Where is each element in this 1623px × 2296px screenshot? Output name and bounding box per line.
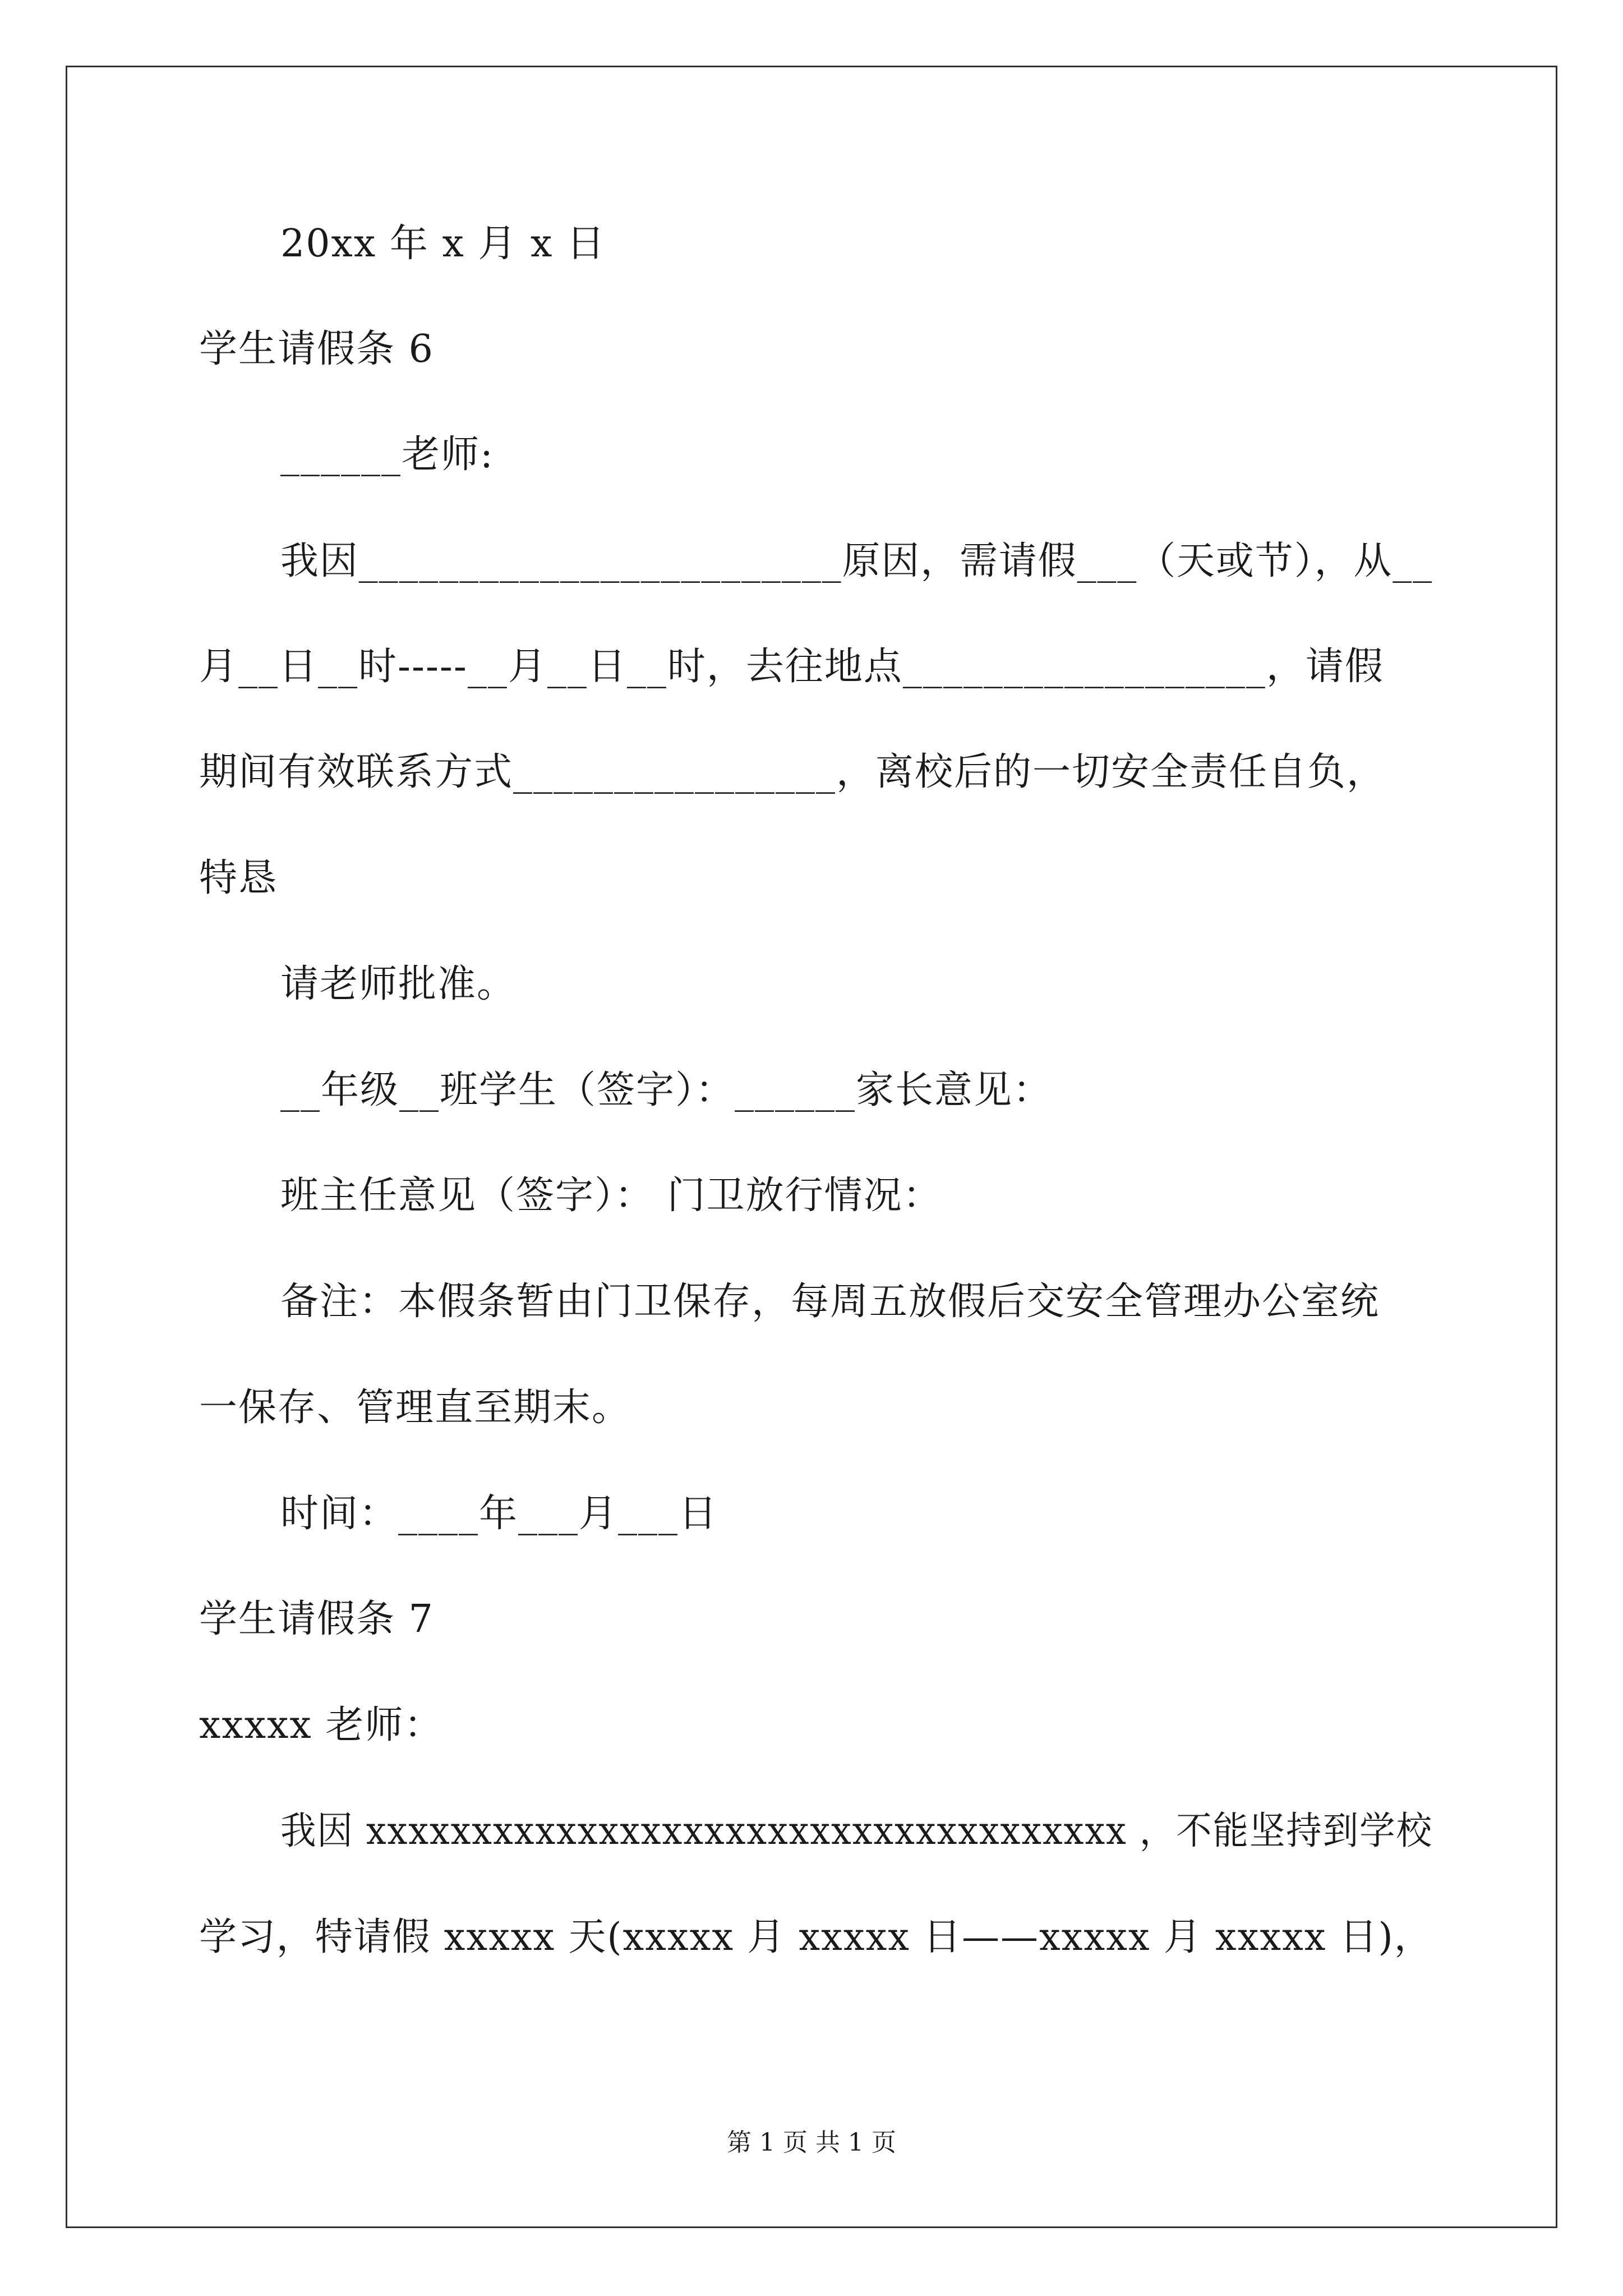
headteacher-line: 班主任意见（签字）： 门卫放行情况：: [280, 1174, 942, 1218]
note-line-1: 备注：本假条暂由门卫保存，每周五放假后交安全管理办公室统: [280, 1280, 1380, 1324]
body-6-line-1: 我因________________________原因，需请假___（天或节），从__: [280, 539, 1433, 583]
time-line: 时间：____年___月___日: [280, 1492, 718, 1536]
body-6-line-3: 期间有效联系方式________________，离校后的一切安全责任自负，: [199, 750, 1386, 794]
body-6-line-2: 月__日__时-----__月__日__时，去往地点__________________，请假: [199, 645, 1384, 689]
body-6-line-4: 特恳: [199, 856, 278, 900]
note-line-2: 一保存、管理直至期末。: [199, 1386, 631, 1430]
body-7-line-2: 学习，特请假 xxxxx 天(xxxxx 月 xxxxx 日——xxxxx 月 xxxxx 日)，: [199, 1915, 1433, 1959]
page-footer: 第 1 页 共 1 页: [727, 2128, 896, 2157]
salutation-7: xxxxx 老师：: [199, 1703, 444, 1747]
body-6-line-5: 请老师批准。: [280, 962, 517, 1006]
salutation-6: ______老师:: [280, 432, 494, 477]
date-line: 20xx 年 x 月 x 日: [280, 222, 606, 266]
body-7-line-1: 我因 xxxxxxxxxxxxxxxxxxxxxxxxxxxxxxxxxxxx ，不能坚持到学校: [280, 1809, 1433, 1853]
title-6: 学生请假条 6: [199, 327, 434, 371]
sign-line: __年级__班学生（签字）：______家长意见：: [280, 1068, 1053, 1112]
page-border: [66, 66, 1557, 2228]
title-7: 学生请假条 7: [199, 1597, 434, 1641]
